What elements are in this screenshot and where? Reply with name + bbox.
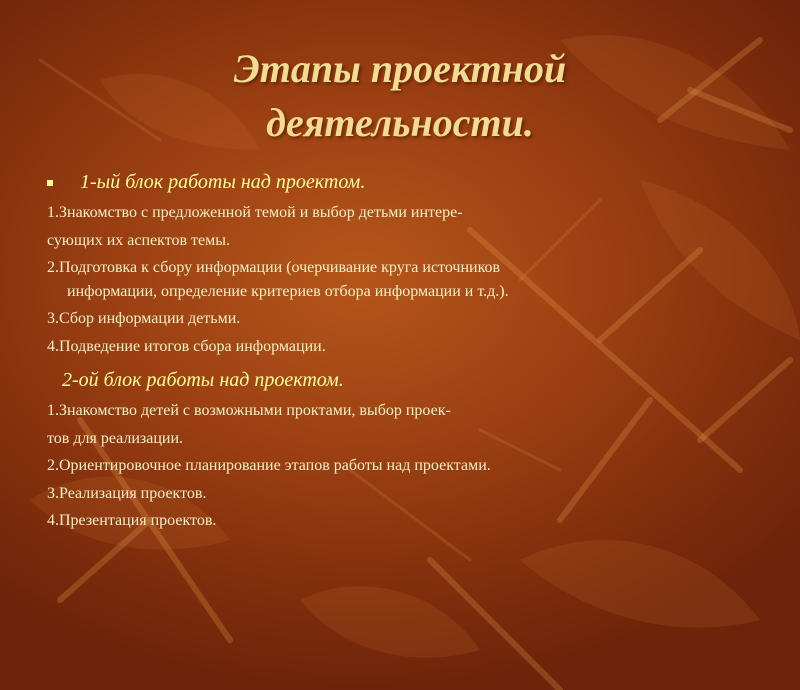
block-1-heading [0, 168, 790, 196]
title-line-2: деятельности. [266, 100, 534, 145]
list-item: 4.Подведение итогов сбора информации. [47, 337, 326, 355]
square-bullet-icon [47, 180, 53, 186]
list-item: тов для реализации. [47, 429, 184, 447]
slide-content [0, 168, 790, 535]
list-item: 4.Презентация проектов. [47, 512, 217, 529]
block-2-heading: 2-ой блок работы над проектом. [62, 369, 344, 391]
list-item: информации, определение критериев отбора информации и т.д.). [67, 282, 509, 300]
list-item: 2.Подготовка к сбору информации (очерчивание круга источников [47, 259, 501, 276]
list-item: 3.Реализация проектов. [47, 484, 207, 502]
block-1-heading-text: 1-ый блок работы над проектом. [80, 171, 366, 193]
list-item: 1.Знакомство детей с возможными проктами, выбор проек- [47, 402, 451, 419]
list-item: 3.Сбор информации детьми. [47, 310, 241, 327]
list-item: 2.Ориентировочное планирование этапов работы над проектами. [47, 457, 491, 474]
title-line-1: Этапы проектной [233, 46, 567, 91]
slide-title [150, 42, 650, 150]
list-item: 1.Знакомство с предложенной темой и выбор детьми интере- [47, 204, 463, 221]
list-item: сующих их аспектов темы. [47, 231, 231, 249]
